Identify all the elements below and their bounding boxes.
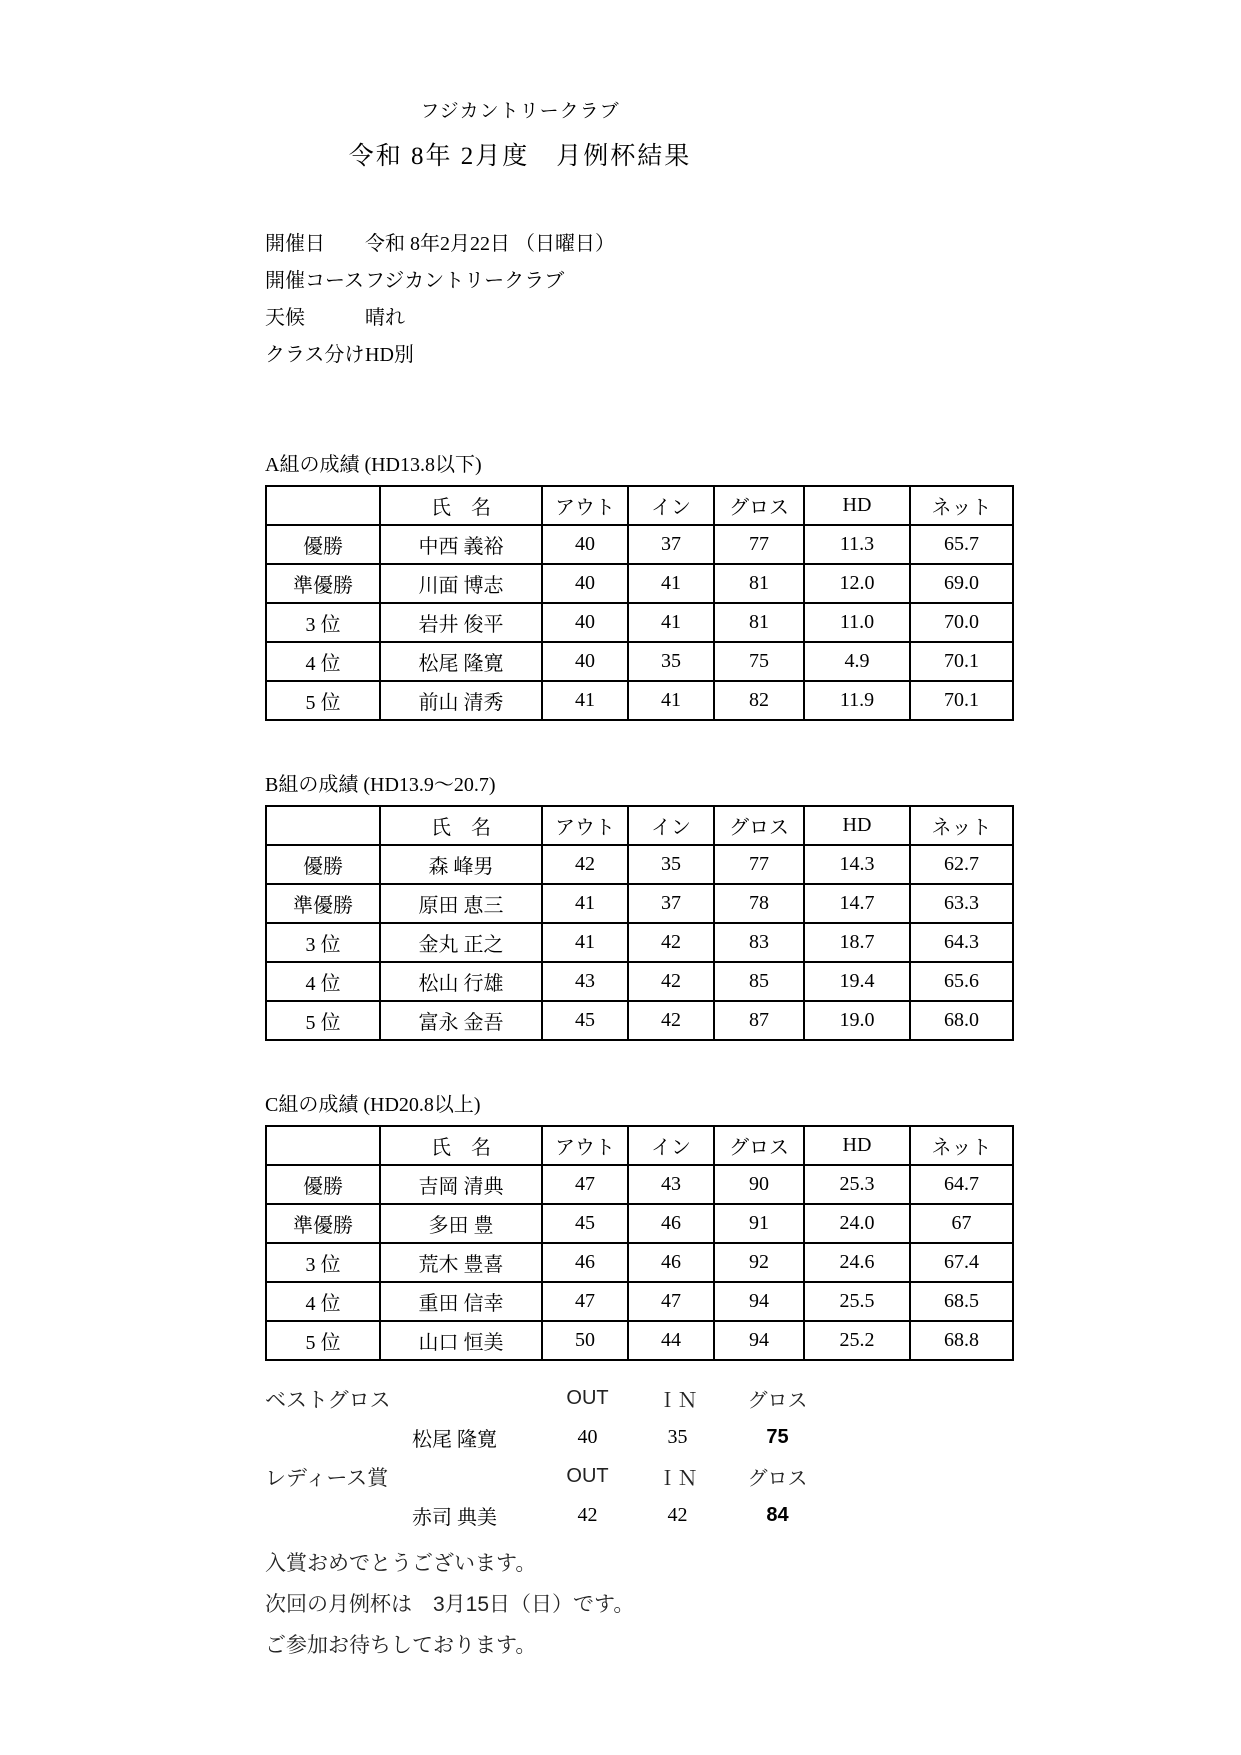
score-cell: 47: [542, 1282, 628, 1321]
award-column-header: ＩＮ: [657, 1390, 698, 1412]
award-value-row: [265, 1418, 1035, 1457]
rank-cell: 準優勝: [266, 564, 380, 603]
score-cell: 91: [714, 1204, 804, 1243]
table-row: [266, 923, 1013, 962]
table-body: [266, 845, 1013, 1040]
rank-cell: 優勝: [266, 1165, 380, 1204]
table-row: [266, 1243, 1013, 1282]
score-cell: 11.0: [804, 603, 910, 642]
column-header: 氏 名: [380, 486, 542, 525]
table-header-row: [266, 806, 1013, 845]
score-cell: 14.7: [804, 884, 910, 923]
section-heading: A組の成績 (HD13.8以下): [265, 454, 482, 476]
column-header: イン: [628, 806, 714, 845]
table-row: [266, 681, 1013, 720]
name-cell: 金丸 正之: [380, 923, 542, 962]
results-table: [265, 1125, 1014, 1361]
column-header: アウト: [542, 806, 628, 845]
info-row: [265, 337, 1035, 374]
info-label: 開催コース: [265, 270, 364, 292]
table-row: [266, 1282, 1013, 1321]
score-cell: 92: [714, 1243, 804, 1282]
column-header: HD: [804, 1126, 910, 1165]
award-column-header: OUT: [566, 1387, 609, 1409]
rank-cell: 4 位: [266, 642, 380, 681]
result-section-b: [265, 768, 1035, 1041]
column-header: 氏 名: [380, 806, 542, 845]
score-cell: 43: [628, 1165, 714, 1204]
name-cell: 中西 義裕: [380, 525, 542, 564]
column-header: [266, 1126, 380, 1165]
club-name: フジカントリークラブ: [420, 101, 620, 122]
award-header-row: [265, 1379, 1035, 1418]
info-value: 晴れ: [365, 307, 405, 329]
column-header: アウト: [542, 1126, 628, 1165]
column-header: グロス: [714, 1126, 804, 1165]
score-cell: 70.0: [910, 603, 1013, 642]
score-cell: 47: [542, 1165, 628, 1204]
score-cell: 37: [628, 525, 714, 564]
info-value: フジカントリークラブ: [365, 270, 565, 292]
score-cell: 46: [542, 1243, 628, 1282]
score-cell: 64.3: [910, 923, 1013, 962]
column-header: アウト: [542, 486, 628, 525]
rank-cell: 3 位: [266, 603, 380, 642]
score-cell: 47: [628, 1282, 714, 1321]
closing-remarks: [265, 1543, 1035, 1666]
award-score: 75: [766, 1426, 789, 1448]
name-cell: 多田 豊: [380, 1204, 542, 1243]
score-cell: 82: [714, 681, 804, 720]
section-heading: C組の成績 (HD20.8以上): [265, 1094, 481, 1116]
score-cell: 68.8: [910, 1321, 1013, 1360]
rank-cell: 5 位: [266, 1321, 380, 1360]
score-cell: 78: [714, 884, 804, 923]
award-score: 35: [667, 1426, 688, 1448]
score-cell: 63.3: [910, 884, 1013, 923]
rank-cell: 準優勝: [266, 1204, 380, 1243]
award-winner-name: 赤司 典美: [412, 1507, 497, 1529]
name-cell: 富永 金吾: [380, 1001, 542, 1040]
score-cell: 67: [910, 1204, 1013, 1243]
table-row: [266, 884, 1013, 923]
rank-cell: 3 位: [266, 1243, 380, 1282]
closing-line: 入賞おめでとうございます。: [265, 1552, 537, 1575]
column-header: HD: [804, 806, 910, 845]
column-header: ネット: [910, 486, 1013, 525]
results-table: [265, 805, 1014, 1041]
name-cell: 岩井 俊平: [380, 603, 542, 642]
title-block: [0, 0, 1040, 172]
score-cell: 40: [542, 642, 628, 681]
rank-cell: 準優勝: [266, 884, 380, 923]
score-cell: 46: [628, 1243, 714, 1282]
score-cell: 67.4: [910, 1243, 1013, 1282]
score-cell: 18.7: [804, 923, 910, 962]
score-cell: 70.1: [910, 642, 1013, 681]
column-header: [266, 486, 380, 525]
table-row: [266, 1321, 1013, 1360]
special-awards: [265, 1379, 1035, 1535]
column-header: 氏 名: [380, 1126, 542, 1165]
score-cell: 24.6: [804, 1243, 910, 1282]
table-header-row: [266, 486, 1013, 525]
award-label: ベストグロス: [265, 1388, 391, 1412]
score-cell: 70.1: [910, 681, 1013, 720]
score-cell: 41: [628, 681, 714, 720]
info-label: クラス分け: [265, 344, 365, 366]
info-label: 天候: [265, 307, 305, 329]
column-header: HD: [804, 486, 910, 525]
score-cell: 4.9: [804, 642, 910, 681]
table-row: [266, 1204, 1013, 1243]
name-cell: 森 峰男: [380, 845, 542, 884]
rank-cell: 4 位: [266, 1282, 380, 1321]
award-column-header: OUT: [566, 1465, 609, 1487]
score-cell: 50: [542, 1321, 628, 1360]
score-cell: 11.3: [804, 525, 910, 564]
score-cell: 77: [714, 525, 804, 564]
score-cell: 81: [714, 603, 804, 642]
info-value: 令和 8年2月22日 （日曜日）: [365, 233, 615, 255]
award-header-row: [265, 1457, 1035, 1496]
score-cell: 40: [542, 564, 628, 603]
document-content: [265, 226, 1035, 1666]
closing-line: ご参加お待ちしております。: [265, 1634, 537, 1657]
rank-cell: 優勝: [266, 845, 380, 884]
score-cell: 19.4: [804, 962, 910, 1001]
column-header: イン: [628, 1126, 714, 1165]
score-cell: 12.0: [804, 564, 910, 603]
score-cell: 35: [628, 845, 714, 884]
award-column-header: グロス: [747, 1390, 808, 1412]
table-row: [266, 525, 1013, 564]
score-cell: 19.0: [804, 1001, 910, 1040]
info-value: HD別: [365, 344, 414, 366]
score-cell: 42: [628, 962, 714, 1001]
score-cell: 25.5: [804, 1282, 910, 1321]
score-cell: 40: [542, 525, 628, 564]
table-row: [266, 1001, 1013, 1040]
name-cell: 松尾 隆寛: [380, 642, 542, 681]
name-cell: 川面 博志: [380, 564, 542, 603]
score-cell: 45: [542, 1001, 628, 1040]
column-header: ネット: [910, 1126, 1013, 1165]
award-label: レディース賞: [265, 1466, 389, 1490]
rank-cell: 5 位: [266, 681, 380, 720]
score-cell: 85: [714, 962, 804, 1001]
award-column-header: グロス: [747, 1468, 808, 1490]
name-cell: 重田 信幸: [380, 1282, 542, 1321]
score-cell: 43: [542, 962, 628, 1001]
info-row: [265, 226, 1035, 263]
info-row: [265, 263, 1035, 300]
results-table: [265, 485, 1014, 721]
table-row: [266, 564, 1013, 603]
award-winner-name: 松尾 隆寛: [412, 1429, 497, 1451]
info-row: [265, 300, 1035, 337]
name-cell: 前山 清秀: [380, 681, 542, 720]
table-body: [266, 525, 1013, 720]
score-cell: 41: [628, 603, 714, 642]
score-cell: 42: [542, 845, 628, 884]
column-header: グロス: [714, 806, 804, 845]
name-cell: 松山 行雄: [380, 962, 542, 1001]
award-value-row: [265, 1496, 1035, 1535]
score-cell: 94: [714, 1321, 804, 1360]
score-cell: 46: [628, 1204, 714, 1243]
rank-cell: 3 位: [266, 923, 380, 962]
score-cell: 25.3: [804, 1165, 910, 1204]
event-info: [265, 226, 1035, 374]
rank-cell: 5 位: [266, 1001, 380, 1040]
score-cell: 68.0: [910, 1001, 1013, 1040]
award-score: 40: [577, 1426, 598, 1448]
result-section-c: [265, 1088, 1035, 1361]
name-cell: 山口 恒美: [380, 1321, 542, 1360]
score-cell: 77: [714, 845, 804, 884]
table-row: [266, 603, 1013, 642]
table-row: [266, 1165, 1013, 1204]
score-cell: 90: [714, 1165, 804, 1204]
score-cell: 25.2: [804, 1321, 910, 1360]
score-cell: 24.0: [804, 1204, 910, 1243]
rank-cell: 優勝: [266, 525, 380, 564]
table-row: [266, 642, 1013, 681]
table-body: [266, 1165, 1013, 1360]
score-cell: 41: [542, 884, 628, 923]
result-section-a: [265, 448, 1035, 721]
column-header: ネット: [910, 806, 1013, 845]
score-cell: 37: [628, 884, 714, 923]
column-header: [266, 806, 380, 845]
score-cell: 41: [542, 923, 628, 962]
score-cell: 62.7: [910, 845, 1013, 884]
score-cell: 65.6: [910, 962, 1013, 1001]
award-score: 84: [766, 1504, 789, 1526]
score-cell: 42: [628, 1001, 714, 1040]
score-cell: 42: [628, 923, 714, 962]
table-header: [266, 1126, 1013, 1165]
info-label: 開催日: [265, 233, 325, 255]
name-cell: 原田 恵三: [380, 884, 542, 923]
name-cell: 吉岡 清典: [380, 1165, 542, 1204]
score-cell: 69.0: [910, 564, 1013, 603]
table-header-row: [266, 1126, 1013, 1165]
page-title: 令和 8年 2月度 月例杯結果: [348, 143, 692, 170]
score-cell: 35: [628, 642, 714, 681]
score-cell: 75: [714, 642, 804, 681]
award-score: 42: [577, 1504, 598, 1526]
score-cell: 41: [542, 681, 628, 720]
award-score: 42: [667, 1504, 688, 1526]
score-cell: 65.7: [910, 525, 1013, 564]
score-cell: 41: [628, 564, 714, 603]
result-sections: [265, 448, 1035, 1361]
score-cell: 14.3: [804, 845, 910, 884]
score-cell: 81: [714, 564, 804, 603]
score-cell: 64.7: [910, 1165, 1013, 1204]
table-row: [266, 962, 1013, 1001]
table-header: [266, 486, 1013, 525]
score-cell: 44: [628, 1321, 714, 1360]
score-cell: 87: [714, 1001, 804, 1040]
score-cell: 45: [542, 1204, 628, 1243]
score-cell: 68.5: [910, 1282, 1013, 1321]
table-row: [266, 845, 1013, 884]
section-heading: B組の成績 (HD13.9～20.7): [265, 774, 496, 796]
award-column-header: ＩＮ: [657, 1468, 698, 1490]
score-cell: 40: [542, 603, 628, 642]
table-header: [266, 806, 1013, 845]
rank-cell: 4 位: [266, 962, 380, 1001]
name-cell: 荒木 豊喜: [380, 1243, 542, 1282]
score-cell: 94: [714, 1282, 804, 1321]
column-header: イン: [628, 486, 714, 525]
score-cell: 11.9: [804, 681, 910, 720]
closing-line: 次回の月例杯は 3月15日（日）です。: [265, 1593, 635, 1616]
column-header: グロス: [714, 486, 804, 525]
score-cell: 83: [714, 923, 804, 962]
